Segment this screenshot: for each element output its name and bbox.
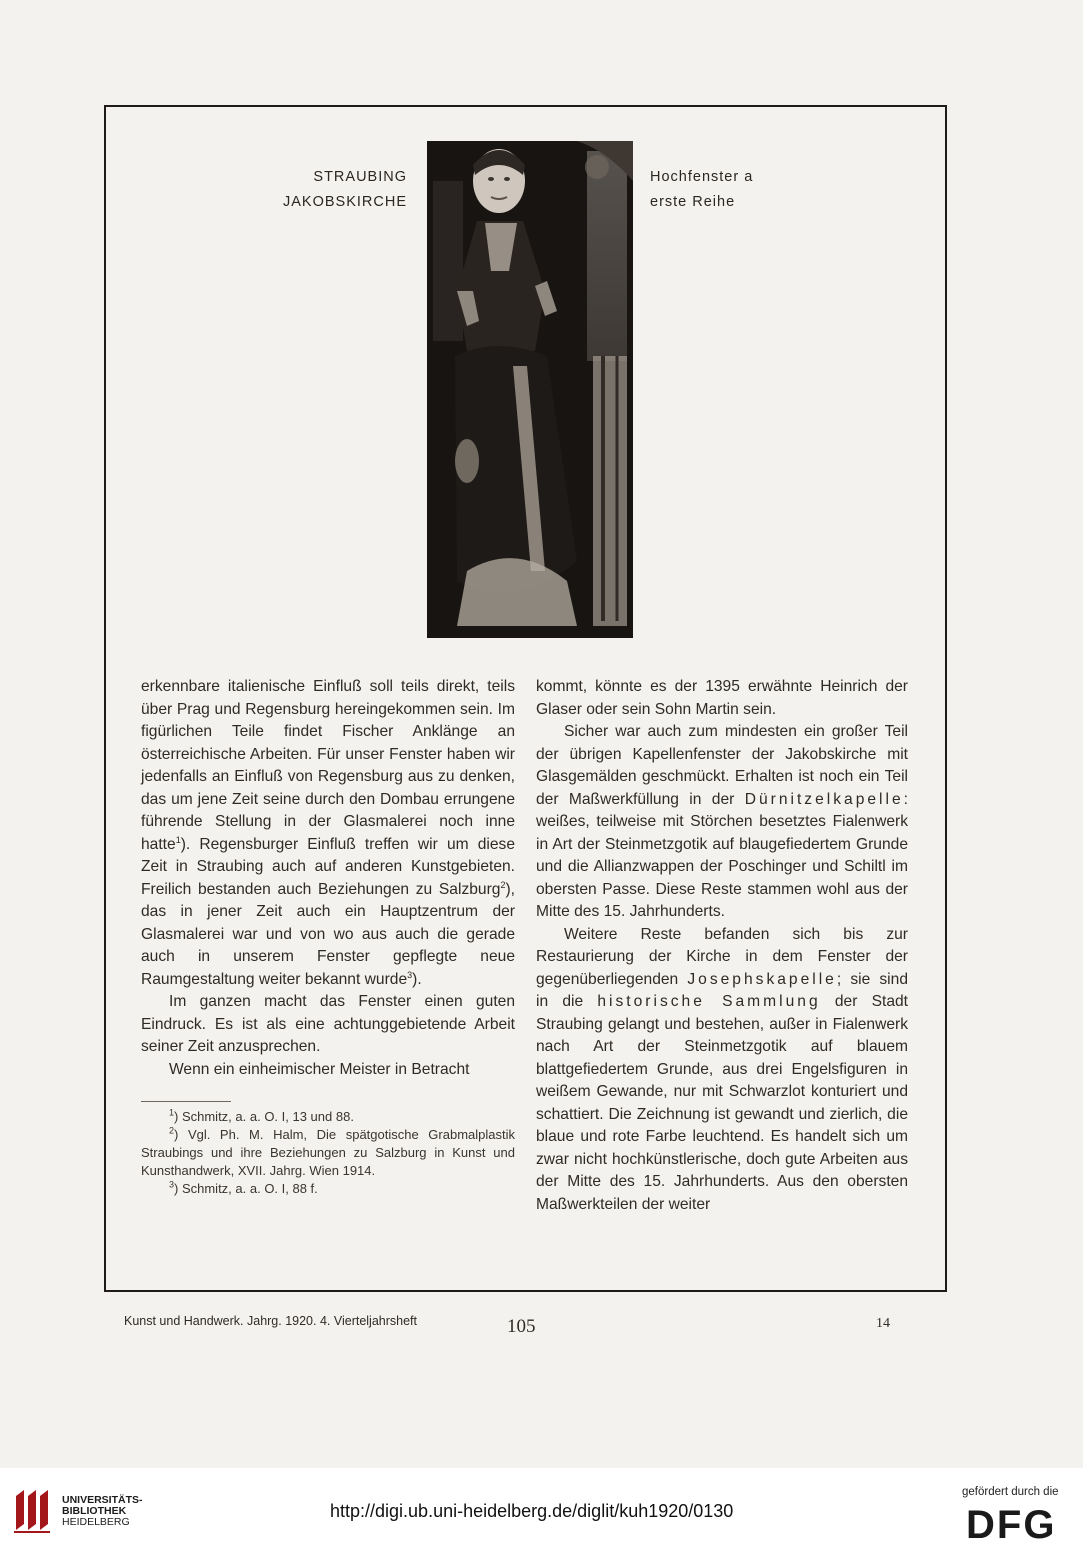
stained-glass-photo xyxy=(427,141,633,638)
left-paragraph-1: erkennbare italienische Einfluß soll teils direkt, teils über Prag und Regensburg hereingekommen sein. Im figürlichen Teile findet Fischer Anklänge an österreichische Arbeiten. Für unser Fenster haben wir jedenfalls an Einfluß von Regensburg aus zu denken, das um jene Zeit seine durch den Dombau errungene führende Stellung in der Glasmalerei noch inne hatte$^1$). Regensburger Einfluß treffen wir um diese Zeit in Straubing auch auf anderen Kunstgebieten. Freilich bestanden auch Beziehungen zu Salzburg$^2$), das in jener Zeit auch ein Hauptzentrum der Glasmalerei war und von wo aus auch die gerade auch in unserem Fenster gepflegte neue Raumgestaltung weiter bekannt wurde$^3$). xyxy=(141,678,515,988)
caption-window: Hochfenster a xyxy=(650,169,754,185)
right-paragraph-1: kommt, könnte es der 1395 erwähnte Heinrich der Glaser oder sein Sohn Martin sein. xyxy=(536,678,908,718)
footnote-1: $^1$) Schmitz, a. a. O. I, 13 und 88. xyxy=(169,1107,354,1124)
footnote-2: $^2$) Vgl. Ph. M. Halm, Die spätgotische Grabmalplastik Straubings und ihre Beziehungen zu Salzburg in Kunst und Kunsthandwerk, XVII. Jahrg. Wien 1914. xyxy=(141,1125,515,1178)
right-column xyxy=(536,676,908,1216)
footnote-rule xyxy=(141,1101,231,1102)
library-name-line-2: BIBLIOTHEK xyxy=(62,1505,127,1517)
left-paragraph-3: Wenn ein einheimischer Meister in Betracht xyxy=(169,1060,470,1078)
caption-row: erste Reihe xyxy=(650,194,736,210)
permalink-url[interactable]: http://digi.ub.uni-heidelberg.de/diglit/kuh1920/0130 xyxy=(330,1501,734,1521)
funding-label: gefördert durch die xyxy=(962,1486,1059,1498)
page-number: 105 xyxy=(507,1316,536,1337)
caption-location: STRAUBING xyxy=(313,169,407,185)
left-paragraph-2: Im ganzen macht das Fenster einen guten Eindruck. Es ist als eine achtunggebietende Arbeit seiner Zeit anzusprechen. xyxy=(141,993,515,1055)
signature-mark: 14 xyxy=(876,1316,890,1331)
journal-line: Kunst und Handwerk. Jahrg. 1920. 4. Vierteljahrsheft xyxy=(124,1314,417,1328)
right-paragraph-3: Weitere Reste befanden sich bis zur Restaurierung der Kirche in dem Fenster der gegenüberliegenden Josephskapelle; sie sind in die historische Sammlung der Stadt Straubing gelangt und bestehen, außer in Fialenwerk nach Art der Steinmetzgotik auf blauem blattgefiedertem Grunde, aus drei Engelsfiguren in weißem Gewande, nur mit Schwarzlot konturiert und schattiert. Die Zeichnung ist gewandt und zierlich, die blaue und rote Farbe leuchtend. Es handelt sich um zwar nicht hochkünstlerische, doch gute Arbeiten aus der Mitte des 15. Jahrhunderts. Aus den obersten Maßwerkteilen der weiter xyxy=(536,925,908,1213)
library-name xyxy=(62,1495,143,1528)
left-column xyxy=(141,676,515,1198)
dfg-logo: DFG xyxy=(966,1503,1057,1547)
right-paragraph-2: Sicher war auch zum mindesten ein großer Teil der übrigen Kapellenfenster der Jakobskirche mit Glasgemälden geschmückt. Erhalten ist noch ein Teil der Maßwerkfüllung in der Dürnitzelkapelle: weißes, teilweise mit Störchen besetztes Fialenwerk in Art der Steinmetzgotik auf blaugefiedertem Grunde und die Allianzwappen der Poschinger und Schiltl im obersten Passe. Diese Reste stammen wohl aus der Mitte des 15. Jahrhunderts. xyxy=(536,723,908,920)
caption-left xyxy=(283,165,407,215)
caption-right xyxy=(650,165,753,215)
library-name-line-1: UNIVERSITÄTS- xyxy=(62,1494,143,1506)
footnote-3: $^3$) Schmitz, a. a. O. I, 88 f. xyxy=(169,1179,318,1196)
caption-church: JAKOBSKIRCHE xyxy=(283,194,407,210)
library-logo-icon xyxy=(10,1486,58,1536)
library-name-line-3: HEIDELBERG xyxy=(62,1516,130,1528)
